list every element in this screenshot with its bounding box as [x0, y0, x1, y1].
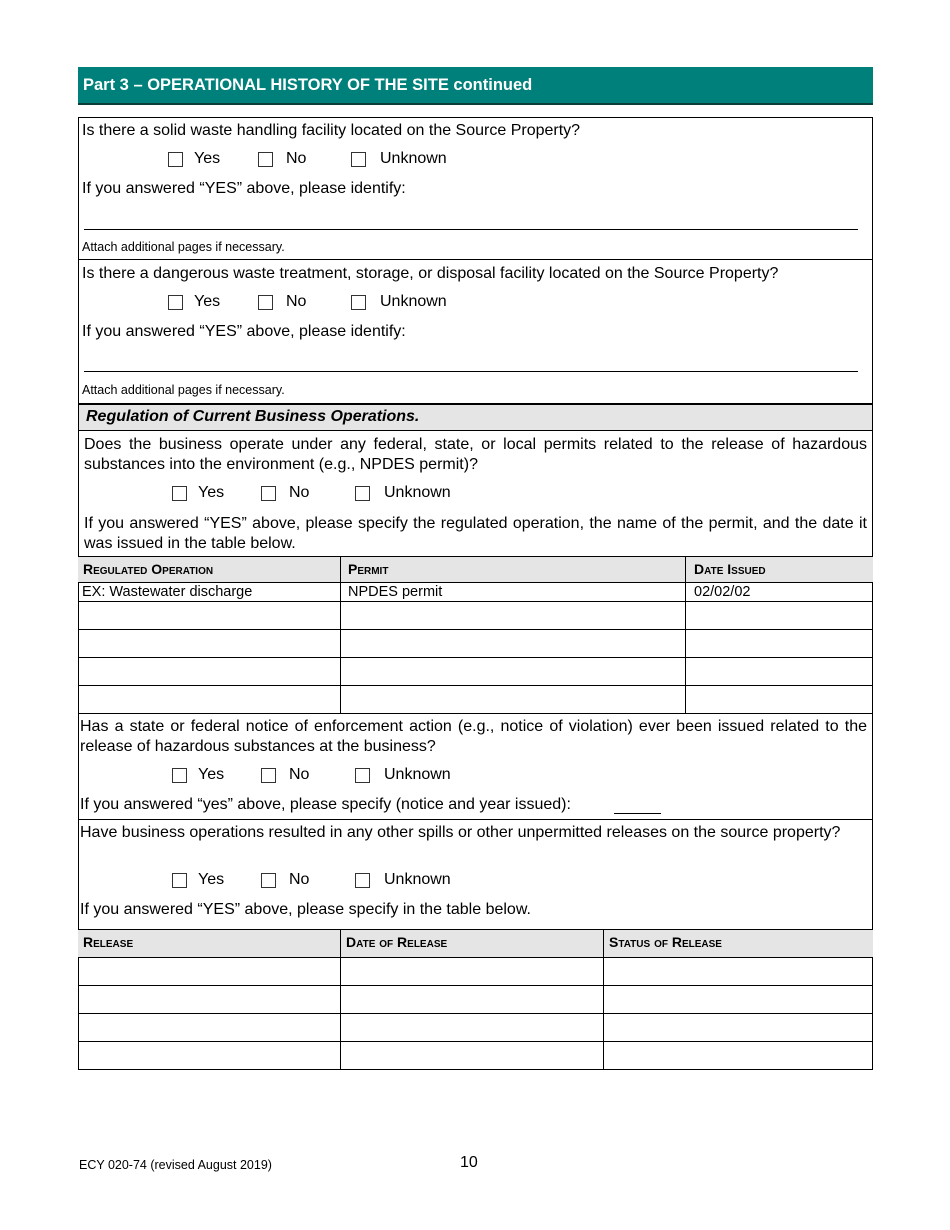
permits-row-1-date-cell[interactable] [686, 602, 872, 629]
q3-question: Does the business operate under any federal, state, or local permits related to the release of hazardous substances into the environment (e.g., NPDES permit)? [84, 436, 867, 473]
q5-yes-label: Yes [198, 871, 225, 888]
release-row-3-status-cell[interactable] [604, 1014, 872, 1041]
q3-no-checkbox[interactable] [261, 486, 276, 501]
release-col-release: Release [83, 934, 134, 950]
permits-example-operation: EX: Wastewater discharge [82, 584, 253, 600]
permits-col-operation: Regulated Operation [83, 561, 214, 577]
q5-specify: If you answered “YES” above, please specify in the table below. [80, 901, 531, 918]
q4-yes-label: Yes [198, 766, 225, 783]
permits-row-1-operation-cell[interactable] [79, 602, 340, 629]
q4-yes-checkbox[interactable] [172, 768, 187, 783]
q1-yes-label: Yes [194, 150, 221, 167]
permits-row-4-date-cell[interactable] [686, 686, 872, 713]
q3-no-label: No [289, 484, 310, 501]
q1-yes-checkbox[interactable] [168, 152, 183, 167]
permits-row-4-operation-cell[interactable] [79, 686, 340, 713]
permits-row-3-operation-cell[interactable] [79, 658, 340, 685]
part-header [78, 67, 873, 105]
release-row-2-release-cell[interactable] [79, 986, 340, 1013]
q4-specify-field[interactable] [614, 813, 661, 814]
q3-yes-checkbox[interactable] [172, 486, 187, 501]
section-title: Regulation of Current Business Operations. [86, 408, 420, 425]
part-title: Part 3 – OPERATIONAL HISTORY OF THE SITE continued [83, 76, 533, 94]
q4-unknown-label: Unknown [384, 766, 451, 783]
release-row-2-date-cell[interactable] [341, 986, 603, 1013]
q5-no-checkbox[interactable] [261, 873, 276, 888]
release-col-status: Status of Release [609, 934, 722, 950]
release-row-1-release-cell[interactable] [79, 958, 340, 985]
permits-col-date: Date Issued [694, 561, 766, 577]
permits-row-1-permit-cell[interactable] [341, 602, 685, 629]
release-row-4-release-cell[interactable] [79, 1042, 340, 1069]
q5-question: Have business operations resulted in any other spills or other unpermitted releases on the source property? [80, 824, 841, 841]
q2-unknown-checkbox[interactable] [351, 295, 366, 310]
q2-unknown-label: Unknown [380, 293, 447, 310]
q4-specify: If you answered “yes” above, please specify (notice and year issued): [80, 796, 571, 813]
q4-no-label: No [289, 766, 310, 783]
permits-row-2-permit-cell[interactable] [341, 630, 685, 657]
permits-row-2-date-cell[interactable] [686, 630, 872, 657]
rule [78, 582, 873, 583]
q2-attach-note: Attach additional pages if necessary. [82, 383, 285, 397]
footer-form-id: ECY 020-74 (revised August 2019) [79, 1158, 272, 1172]
q2-yes-checkbox[interactable] [168, 295, 183, 310]
q3-specify: If you answered “YES” above, please specify the regulated operation, the name of the permit, and the date it was issued in the table below. [84, 515, 867, 552]
release-row-1-status-cell[interactable] [604, 958, 872, 985]
q5-yes-checkbox[interactable] [172, 873, 187, 888]
q3-unknown-checkbox[interactable] [355, 486, 370, 501]
permits-row-3-permit-cell[interactable] [341, 658, 685, 685]
release-header-bg [78, 929, 873, 957]
q2-no-label: No [286, 293, 307, 310]
q1-unknown-checkbox[interactable] [351, 152, 366, 167]
divider [78, 259, 873, 260]
page-number: 10 [460, 1154, 478, 1171]
q1-question: Is there a solid waste handling facility located on the Source Property? [82, 122, 581, 139]
rule [78, 929, 873, 930]
q1-no-label: No [286, 150, 307, 167]
q2-yes-label: Yes [194, 293, 221, 310]
q3-unknown-label: Unknown [384, 484, 451, 501]
q4-unknown-checkbox[interactable] [355, 768, 370, 783]
q5-no-label: No [289, 871, 310, 888]
permits-example-date: 02/02/02 [694, 584, 751, 600]
rule [78, 819, 873, 820]
release-row-4-status-cell[interactable] [604, 1042, 872, 1069]
permits-row-3-date-cell[interactable] [686, 658, 872, 685]
release-col-date: Date of Release [346, 934, 448, 950]
rule [78, 713, 873, 714]
q1-no-checkbox[interactable] [258, 152, 273, 167]
q1-identify-field[interactable] [84, 229, 858, 230]
release-row-2-status-cell[interactable] [604, 986, 872, 1013]
release-row-3-date-cell[interactable] [341, 1014, 603, 1041]
q4-question: Has a state or federal notice of enforcement action (e.g., notice of violation) ever been issued related to the release of hazardous substances at the business? [80, 718, 867, 755]
release-row-3-release-cell[interactable] [79, 1014, 340, 1041]
q2-question: Is there a dangerous waste treatment, storage, or disposal facility located on the Source Property? [82, 265, 779, 282]
q5-unknown-label: Unknown [384, 871, 451, 888]
release-row-4-date-cell[interactable] [341, 1042, 603, 1069]
q1-attach-note: Attach additional pages if necessary. [82, 240, 285, 254]
permits-example-permit: NPDES permit [348, 584, 443, 600]
permits-row-2-operation-cell[interactable] [79, 630, 340, 657]
q2-identify-field[interactable] [84, 371, 858, 372]
q2-identify-label: If you answered “YES” above, please identify: [82, 323, 406, 340]
q1-identify-label: If you answered “YES” above, please identify: [82, 180, 406, 197]
q1-unknown-label: Unknown [380, 150, 447, 167]
q2-no-checkbox[interactable] [258, 295, 273, 310]
q5-unknown-checkbox[interactable] [355, 873, 370, 888]
q4-no-checkbox[interactable] [261, 768, 276, 783]
permits-col-permit: Permit [348, 561, 389, 577]
q3-yes-label: Yes [198, 484, 225, 501]
permits-row-4-permit-cell[interactable] [341, 686, 685, 713]
release-row-1-date-cell[interactable] [341, 958, 603, 985]
rule [78, 556, 873, 557]
